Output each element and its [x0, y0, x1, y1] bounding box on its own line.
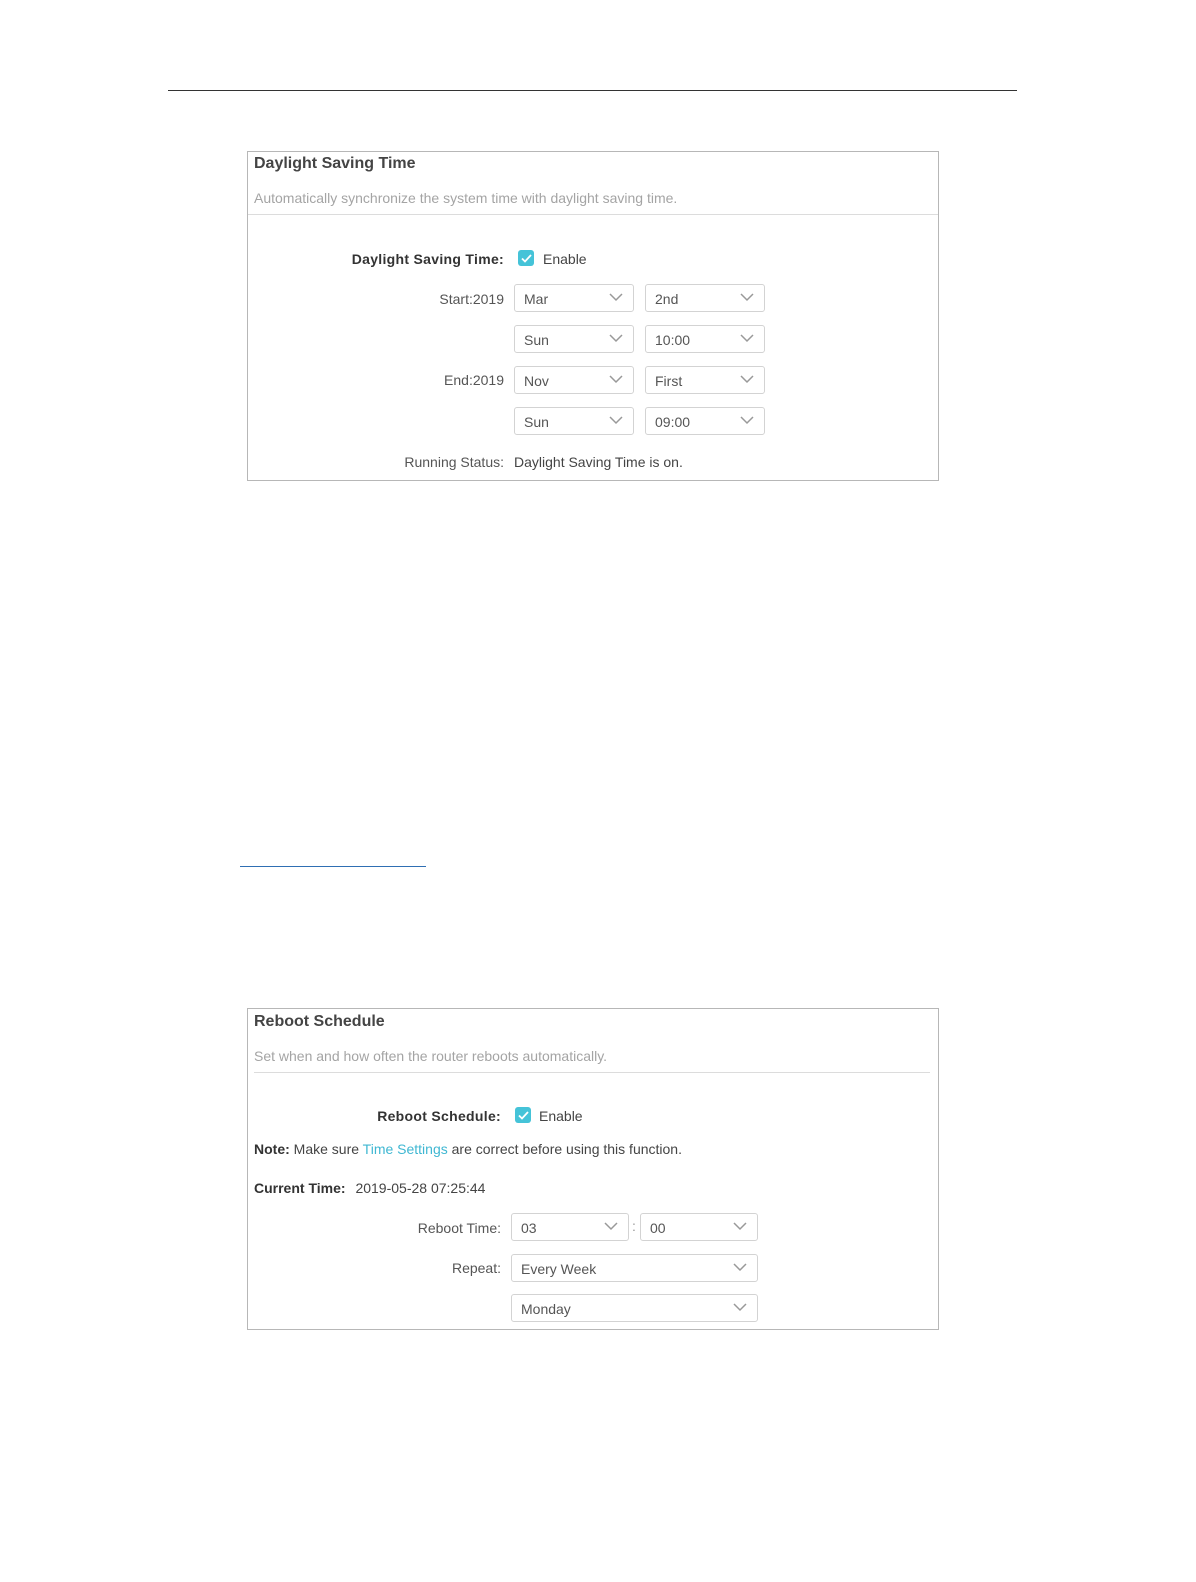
chevron-down-icon: [609, 416, 623, 425]
time-settings-link[interactable]: Time Settings: [362, 1141, 448, 1157]
chevron-down-icon: [609, 375, 623, 384]
current-time-value: 2019-05-28 07:25:44: [355, 1180, 486, 1196]
page-top-rule: [168, 90, 1017, 91]
link-underline-rule: [240, 866, 426, 867]
panel-divider: [248, 214, 938, 215]
dst-end-time-select[interactable]: [645, 407, 765, 435]
chevron-down-icon: [740, 334, 754, 343]
note-label: Note:: [254, 1141, 290, 1157]
dst-enable-text: Enable: [543, 251, 587, 267]
reboot-enable-checkbox[interactable]: [515, 1107, 531, 1123]
chevron-down-icon: [733, 1263, 747, 1272]
select-value: Mar: [524, 291, 549, 307]
chevron-down-icon: [733, 1303, 747, 1312]
select-value: 09:00: [655, 414, 691, 430]
repeat-day-select[interactable]: [511, 1294, 758, 1322]
reboot-minute-select[interactable]: [640, 1213, 758, 1241]
select-value: 10:00: [655, 332, 691, 348]
current-time-row: [254, 1180, 485, 1196]
dst-enable-label: Daylight Saving Time:: [351, 251, 504, 267]
dst-status-label: Running Status:: [404, 454, 504, 470]
select-value: Nov: [524, 373, 549, 389]
select-value: 00: [650, 1220, 666, 1236]
dst-start-label: Start:2019: [439, 291, 504, 307]
panel-title: Reboot Schedule: [254, 1013, 385, 1030]
dst-start-week-select[interactable]: [645, 284, 765, 312]
panel-description: Set when and how often the router reboots automatically.: [254, 1048, 608, 1064]
chevron-down-icon: [609, 293, 623, 302]
select-value: 03: [521, 1220, 537, 1236]
dst-enable-checkbox[interactable]: [518, 250, 534, 266]
dst-end-day-select[interactable]: [514, 407, 634, 435]
checkmark-icon: [518, 1111, 529, 1120]
repeat-select[interactable]: [511, 1254, 758, 1282]
note-text-post: are correct before using this function.: [451, 1141, 682, 1157]
reboot-note: [254, 1141, 682, 1157]
dst-end-week-select[interactable]: [645, 366, 765, 394]
chevron-down-icon: [740, 375, 754, 384]
select-value: First: [655, 373, 683, 389]
chevron-down-icon: [740, 293, 754, 302]
reboot-hour-select[interactable]: [511, 1213, 629, 1241]
reboot-schedule-panel: [247, 1008, 939, 1330]
chevron-down-icon: [604, 1222, 618, 1231]
chevron-down-icon: [609, 334, 623, 343]
chevron-down-icon: [740, 416, 754, 425]
time-separator: :: [632, 1218, 636, 1234]
panel-divider: [254, 1072, 930, 1073]
dst-start-day-select[interactable]: [514, 325, 634, 353]
dst-start-time-select[interactable]: [645, 325, 765, 353]
reboot-time-label: Reboot Time:: [417, 1220, 501, 1236]
select-value: 2nd: [655, 291, 679, 307]
panel-description: Automatically synchronize the system time with daylight saving time.: [254, 190, 678, 206]
select-value: Sun: [524, 332, 549, 348]
daylight-saving-panel: [247, 151, 939, 481]
checkmark-icon: [521, 254, 532, 263]
current-time-label: Current Time:: [254, 1180, 346, 1196]
reboot-enable-label: Reboot Schedule:: [377, 1108, 501, 1124]
note-text-pre: Make sure: [293, 1141, 360, 1157]
reboot-enable-text: Enable: [539, 1108, 583, 1124]
select-value: Sun: [524, 414, 549, 430]
select-value: Every Week: [521, 1261, 597, 1277]
panel-title: Daylight Saving Time: [254, 155, 416, 172]
chevron-down-icon: [733, 1222, 747, 1231]
dst-status-value: Daylight Saving Time is on.: [514, 454, 683, 470]
dst-end-label: End:2019: [444, 372, 504, 388]
dst-start-month-select[interactable]: [514, 284, 634, 312]
select-value: Monday: [521, 1301, 571, 1317]
dst-end-month-select[interactable]: [514, 366, 634, 394]
repeat-label: Repeat:: [451, 1260, 501, 1276]
